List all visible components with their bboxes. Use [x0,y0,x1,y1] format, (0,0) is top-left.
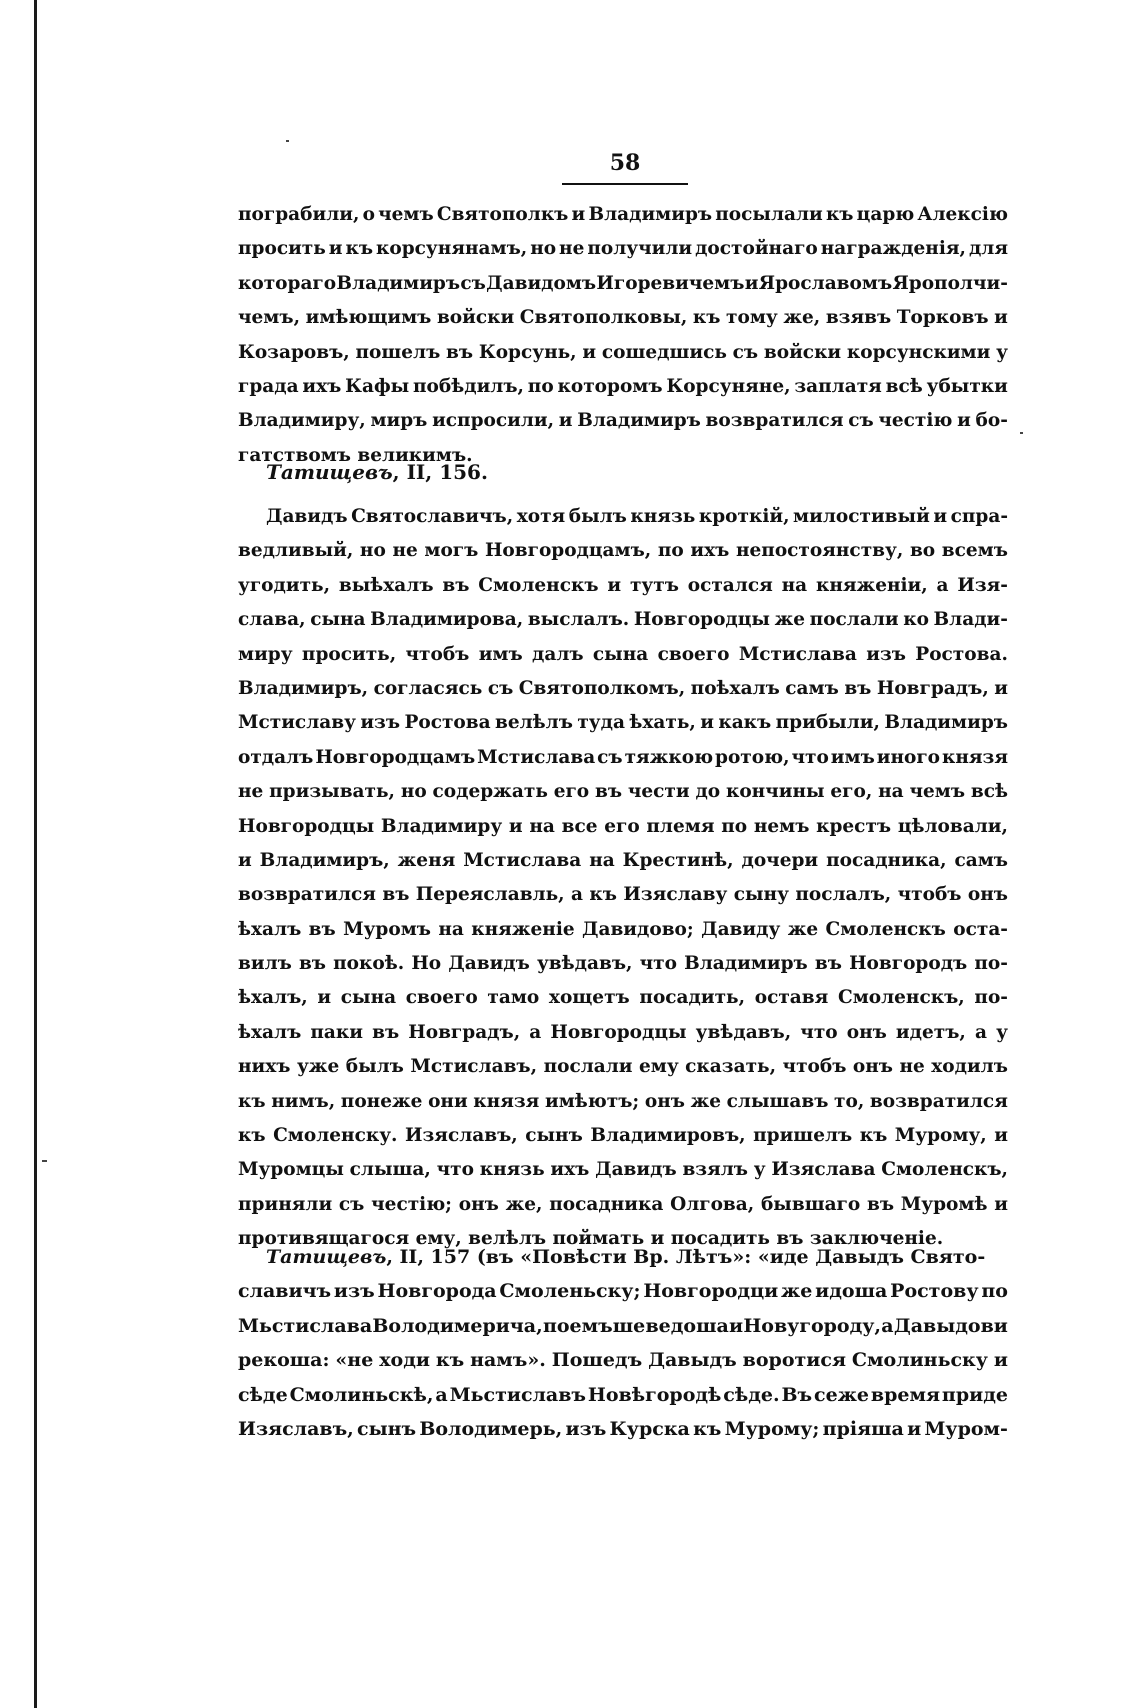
text-line: Мьстислава Володимерича, поемъше ведоша и Новугороду, а Давыдови [238,1314,1008,1337]
text-line: возвратился въ Переяславль, а къ Изяславу сыну послалъ, чтобъ онъ [238,884,1008,906]
citation-1-author: Татищевъ [266,460,393,484]
paragraph-2 [238,500,1008,1257]
text-line: Изяславъ, сынъ Володимерь, изъ Курска къ Мурому; пріяша и Муром- [238,1417,1008,1440]
text-line: противящагося ему, велѣлъ поймать и посадить въ заключеніе. [238,1228,944,1250]
text-line: Владимиръ, согласясь съ Святополкомъ, поѣхалъ самъ въ Новградъ, и [238,677,1008,699]
text-line: нихъ уже былъ Мстиславъ, послали ему сказать, чтобъ онъ не ходилъ [238,1056,1008,1078]
text-line: сѣде Смолиньскѣ, а Мьстиславъ Новѣгородѣ сѣде. Въ сеже время приде [238,1383,1008,1406]
text-line: ведливый, но не могъ Новгородцамъ, по ихъ непостоянству, во всемъ [238,540,1008,562]
page-edge-scan-line [34,0,37,1708]
text-line: ѣхалъ въ Муромъ на княженіе Давидово; Давиду же Смоленскъ оста- [238,918,1008,940]
text-line: ѣхалъ паки въ Новградъ, а Новгородцы увѣдавъ, что онъ идетъ, а у [238,1021,1008,1043]
paragraph-3-author: Татищевъ [266,1246,387,1268]
text-line: Владимиру, миръ испросили, и Владимиръ возвратился съ честію и бо- [238,410,1008,432]
text-line: Мстиславу изъ Ростова велѣлъ туда ѣхать, и какъ прибыли, Владимиръ [238,712,1008,734]
text-line: Козаровъ, пошелъ въ Корсунь, и сошедшись съ войски корсунскими у [238,341,1008,363]
text-line: къ нимъ, понеже они князя имѣютъ; онъ же слышавъ то, возвратился [238,1090,1008,1112]
citation-1 [266,460,488,484]
text-line: котораго Владимиръ съ Давидомъ Игоревичемъ и Ярославомъ Ярополчи- [238,272,1008,294]
text-line: славичъ изъ Новгорода Смоленьску; Новгородци же идоша Ростову по [238,1280,1008,1303]
paragraph-3 [238,1240,1008,1446]
text-line: Давидъ Святославичъ, хотя былъ князь кроткій, милостивый и спра- [266,506,1008,527]
text-line: Муромцы слыша, что князь ихъ Давидъ взялъ у Изяслава Смоленскъ, [238,1159,1008,1181]
text-line: слава, сына Владимирова, выслалъ. Новгородцы же послали ко Влади- [238,609,1008,631]
text-line: чемъ, имѣющимъ войски Святополковы, къ тому же, взявъ Торковъ и [238,307,1008,329]
text-line: вилъ въ покоѣ. Но Давидъ увѣдавъ, что Владимиръ въ Новгородъ по- [238,953,1008,975]
text-line: и Владимиръ, женя Мстислава на Крестинѣ, дочери посадника, самъ [238,849,1008,871]
text-line: Новгородцы Владимиру и на все его племя по немъ крестъ цѣловали, [238,815,1008,837]
speck-mark [1020,432,1023,434]
text-line: угодить, выѣхалъ въ Смоленскъ и тутъ остался на княженіи, а Изя- [238,574,1008,596]
text-line: приняли съ честію; онъ же, посадника Олгова, бывшаго въ Муромѣ и [238,1193,1008,1215]
text-line: ѣхалъ, и сына своего тамо хощетъ посадить, оставя Смоленскъ, по- [238,987,1008,1009]
paragraph-3-first-line-rest: , II, 157 (въ «Повѣсти Вр. Лѣтъ»: «иде Давыдъ Свято- [386,1246,986,1268]
paragraph-3-first-line [238,1240,1008,1274]
text-line: просить и къ корсунянамъ, но не получили достойнаго награжденія, для [238,238,1008,260]
text-line: миру просить, чтобъ имъ далъ сына своего Мстислава изъ Ростова. [238,643,1008,665]
text-line: пограбили, о чемъ Святополкъ и Владимиръ посылали къ царю Алексію [238,204,1008,225]
text-line: града ихъ Кафы побѣдилъ, по которомъ Корсуняне, заплатя всѣ убытки [238,375,1008,397]
text-line: не призывать, но содержать его въ чести до кончины его, на чемъ всѣ [238,781,1008,803]
speck-mark [42,1160,47,1162]
page-number-rule [562,183,688,185]
text-line: гатствомъ великимъ. [238,444,473,466]
citation-1-reference: , II, 156. [392,460,488,484]
speck-mark [286,140,289,142]
text-line: отдалъ Новгородцамъ Мстислава съ тяжкою ротою, что имъ иного князя [238,746,1008,768]
page-number: 58 [609,150,641,176]
text-line: рекоша: «не ходи къ намъ». Пошедъ Давыдъ воротися Смолиньску и [238,1349,1008,1372]
paragraph-1 [238,198,1008,473]
text-line: къ Смоленску. Изяславъ, сынъ Владимировъ, пришелъ къ Мурому, и [238,1125,1008,1147]
